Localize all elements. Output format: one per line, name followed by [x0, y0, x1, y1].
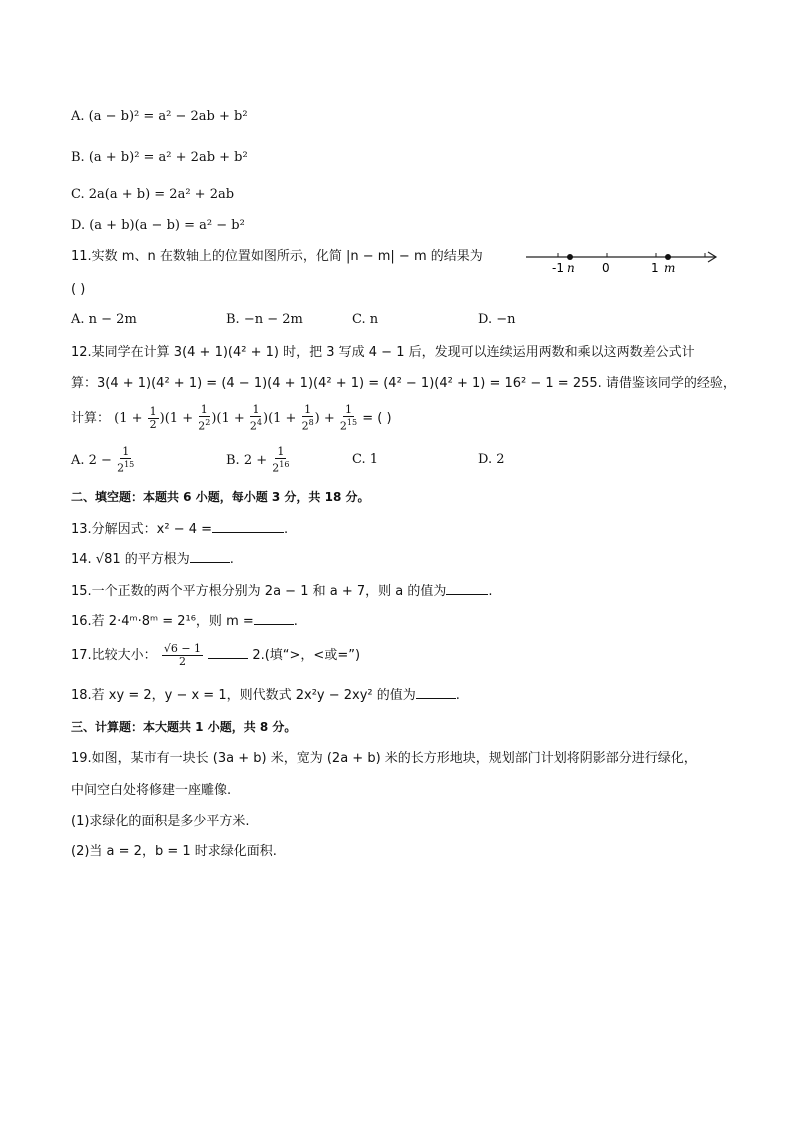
option-d: D. (a + b)(a − b) = a² − b²	[71, 218, 245, 233]
q13: 13.分解因式：x² − 4 = .	[71, 522, 289, 537]
q19-sub2: (2)当 a = 2，b = 1 时求绿化面积.	[71, 844, 277, 859]
point-label-n: n	[567, 261, 575, 275]
q17: 17.比较大小： $\frac{√6 - 1}{2}$ 2.(填“>，<或=”)	[71, 642, 361, 668]
q12-option-d: D. 2	[478, 452, 505, 467]
q14: 14. √81 的平方根为 .	[71, 552, 234, 567]
section-3-heading: 三、计算题：本大题共 1 小题，共 8 分。	[71, 720, 297, 734]
q19-line2: 中间空白处将修建一座雕像.	[71, 783, 232, 798]
q19-sub1: (1)求绿化的面积是多少平方米.	[71, 814, 250, 829]
q11-option-d: D. −n	[478, 312, 516, 327]
q17-fraction: $\frac{√6 - 1}{2}$	[163, 642, 202, 668]
q18-blank	[416, 686, 456, 699]
q12-option-b: B. 2 + $\frac{1}{2^{16}}$	[226, 445, 290, 475]
point-label-m: m	[664, 261, 676, 275]
q14-blank	[190, 550, 230, 563]
q12-line3-suffix: = ( )	[362, 410, 392, 426]
section-2-heading: 二、填空题：本题共 6 小题，每小题 3 分，共 18 分。	[71, 490, 370, 504]
tick-label-1: 1	[651, 261, 659, 275]
q11-text: 11.实数 m、n 在数轴上的位置如图所示，化简 |n − m| − m 的结果为	[71, 249, 483, 264]
q11-answer-paren: ( )	[71, 282, 86, 297]
q16: 16.若 2·4ᵐ·8ᵐ = 2¹⁶，则 m = .	[71, 614, 298, 629]
q16-blank	[254, 612, 294, 625]
q12-line3-prefix: 计算：	[71, 410, 111, 426]
q19-line1: 19.如图，某市有一块长 (3a + b) 米，宽为 (2a + b) 米的长方形地块，规划部门计划将阴影部分进行绿化，	[71, 751, 697, 766]
q11-option-c: C. n	[352, 312, 379, 327]
option-b: B. (a + b)² = a² + 2ab + b²	[71, 150, 248, 165]
option-c: C. 2a(a + b) = 2a² + 2ab	[71, 187, 235, 202]
q12-line2: 算：3(4 + 1)(4² + 1) = (4 − 1)(4 + 1)(4² + 1) = (4² − 1)(4² + 1) = 16² − 1 = 255. 请借鉴该同学的经验，	[71, 376, 736, 391]
q11-option-b: B. −n − 2m	[226, 312, 303, 327]
q17-blank	[208, 646, 248, 659]
q12-line1: 12.某同学在计算 3(4 + 1)(4² + 1) 时，把 3 写成 4 − 1 后，发现可以连续运用两数和乘以这两数差公式计	[71, 345, 695, 360]
option-a: A. (a − b)² = a² − 2ab + b²	[71, 109, 248, 124]
tick-label-neg1: -1	[552, 261, 564, 275]
q12-option-a: A. 2 − $\frac{1}{2^{15}}$	[71, 445, 135, 475]
number-line-figure	[522, 244, 722, 276]
q15-blank	[446, 582, 488, 595]
q12-option-c: C. 1	[352, 452, 379, 467]
tick-label-0: 0	[602, 261, 610, 275]
q12-line3	[71, 404, 392, 433]
q15: 15.一个正数的两个平方根分别为 2a − 1 和 a + 7，则 a 的值为 .	[71, 584, 493, 599]
q18: 18.若 xy = 2，y − x = 1，则代数式 2x²y − 2xy² 的值为 .	[71, 688, 460, 703]
q13-blank	[212, 520, 284, 533]
q12-expression: (1 + $\frac{1}{2}$ )(1 + $\frac{1}{2^2}$ )(1 + $\frac{1}{2^4}$ )(1 + $\frac{1}{2^8}$ ) + $\frac{1}{2^{15}}$	[114, 403, 358, 433]
q11-option-a: A. n − 2m	[71, 312, 137, 327]
